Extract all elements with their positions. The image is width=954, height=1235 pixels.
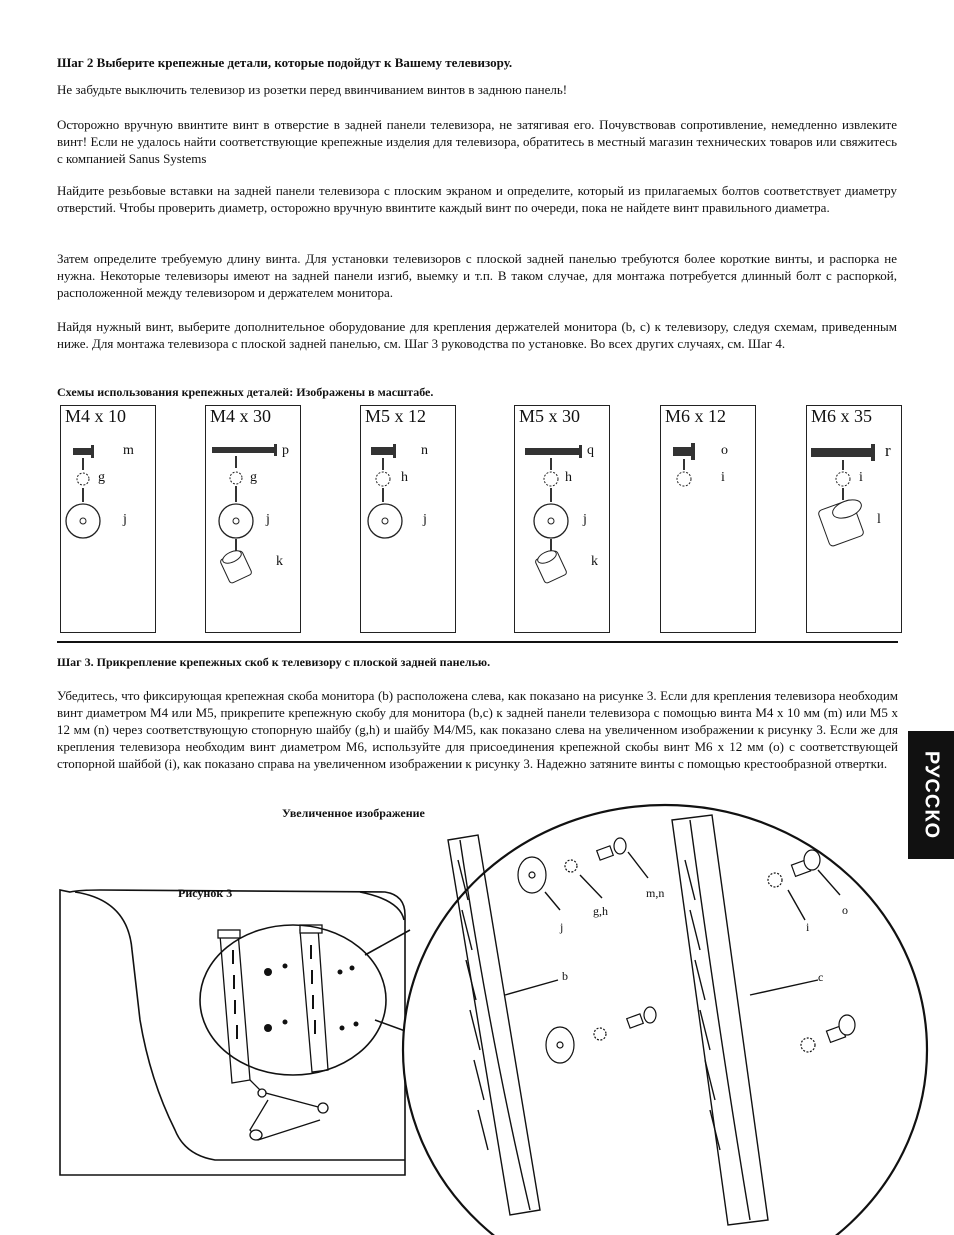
box-title: M4 x 10 xyxy=(65,406,127,426)
hardware-m5x30-drawing xyxy=(515,406,609,632)
lockwasher-label: i xyxy=(859,470,863,485)
hardware-box-m5x30 xyxy=(514,405,610,633)
hardware-caption: Схемы использования крепежных деталей: Изображены в масштабе. xyxy=(57,385,434,399)
box-title: M4 x 30 xyxy=(210,406,272,426)
washer-label: j xyxy=(123,512,127,527)
language-tab-label: РУССКО xyxy=(920,750,943,840)
section-divider xyxy=(57,641,898,643)
step3-heading: Шаг 3. Прикрепление крепежных скоб к телевизору с плоской задней панелью. xyxy=(57,655,491,669)
step2-heading: Шаг 2 Выберите крепежные детали, которые подойдут к Вашему телевизору. xyxy=(57,55,513,70)
zoom-label: Увеличенное изображение xyxy=(282,806,425,820)
lockwasher-label: g xyxy=(250,470,257,485)
spacer-label: l xyxy=(877,512,881,527)
screw-label: o xyxy=(721,443,728,458)
lockwasher-label: g xyxy=(98,470,105,485)
lockwasher-label: h xyxy=(401,470,408,485)
washer-label: j xyxy=(266,512,270,527)
hardware-box-m4x10 xyxy=(60,405,156,633)
step2-paragraph-5: Найдя нужный винт, выберите дополнительное оборудование для крепления держателей монитора (b, c) к телевизору, следуя схемам, приведенным ниже. Для монтажа телевизора с плоской задней панелью, см. Шаг 3 руководства по установке. Во всех других случаях, см. Шаг 4. xyxy=(57,319,897,351)
hardware-m6x35-drawing xyxy=(807,406,901,632)
box-title: M5 x 12 xyxy=(365,406,427,426)
callout-gh: g,h xyxy=(593,904,608,918)
hardware-box-m4x30 xyxy=(205,405,301,633)
step3-paragraph: Убедитесь, что фиксирующая крепежная скоба монитора (b) расположена слева, как показано на рисунке 3. Если для крепления телевизора необходим винт диаметром M4 или M5, прикрепите крепежную скобу для монитора (b,c) к задней панели телевизора с помощью винта M4 x 10 мм (m) или M5 x 12 мм (n) через соответствующую стопорную шайбу (g,h) и шайбу M4/M5, как показано слева на увеличенном изображении к рисунку 3. Если же для крепления телевизора необходим винт диаметром M6, используйте для присоединения крепежной скобы винт M6 x 12 мм (o) с соответствующей стопорной шайбой (i), как показано справа на увеличенном изображении к рисунку 3. Надежно затяните винты с помощью крестообразной отвертки. xyxy=(57,688,898,771)
step2-paragraph-3: Найдите резьбовые вставки на задней панели телевизора с плоским экраном и определите, который из прилагаемых болтов соответствует диаметру отверстий. Чтобы проверить диаметр, осторожно вручную ввинтите каждый винт по очереди, пока не найдете винт правильного диаметра. xyxy=(57,183,897,215)
screw-label: n xyxy=(421,443,428,458)
callout-b: b xyxy=(562,969,568,983)
spacer-label: k xyxy=(591,554,598,569)
callout-mn: m,n xyxy=(646,886,665,900)
hardware-box-m6x12 xyxy=(660,405,756,633)
step2-warning: Не забудьте выключить телевизор из розетки перед ввинчиванием винтов в заднюю панель! xyxy=(57,82,568,97)
lockwasher-label: h xyxy=(565,470,572,485)
figure-3-illustration xyxy=(0,780,954,1235)
callout-j: j xyxy=(560,920,564,934)
screw-label: q xyxy=(587,443,594,458)
box-title: M6 x 12 xyxy=(665,406,727,426)
hardware-m6x12-drawing xyxy=(661,406,755,632)
box-title: M6 x 35 xyxy=(811,406,873,426)
screw-label: p xyxy=(282,443,289,458)
washer-label: j xyxy=(423,512,427,527)
hardware-box-m6x35 xyxy=(806,405,902,633)
bracket-slots xyxy=(232,945,359,1039)
hardware-m4x10-drawing xyxy=(61,406,155,632)
hardware-m4x30-drawing xyxy=(206,406,300,632)
screw-label: r xyxy=(885,441,891,460)
hardware-box-m5x12 xyxy=(360,405,456,633)
hardware-m5x12-drawing xyxy=(361,406,455,632)
callout-i: i xyxy=(806,920,810,934)
spacer-label: k xyxy=(276,554,283,569)
callout-o: o xyxy=(842,903,848,917)
step2-paragraph-4: Затем определите требуемую длину винта. Для установки телевизоров с плоской задней панелью требуются более короткие винты, и распорка не нужна. Некоторые телевизоры имеют на задней панели изгиб, выемку и т.п. В таком случае, для монтажа потребуется длинный болт с распоркой, расположенной между телевизором и держателем монитора. xyxy=(57,251,897,300)
figure-label: Рисунок 3 xyxy=(178,886,233,900)
lockwasher-label: i xyxy=(721,470,725,485)
box-title: M5 x 30 xyxy=(519,406,581,426)
screw-label: m xyxy=(123,443,134,458)
step2-paragraph-2: Осторожно вручную ввинтите винт в отверстие в задней панели телевизора, не затягивая его. Почувствовав сопротивление, немедленно извлеките винт! Если не удалось найти соответствующие крепежные изделия для телевизора, обратитесь в местный магазин технических товаров или свяжитесь с компанией Sanus Systems xyxy=(57,117,897,166)
callout-c: c xyxy=(818,970,824,984)
washer-label: j xyxy=(583,512,587,527)
